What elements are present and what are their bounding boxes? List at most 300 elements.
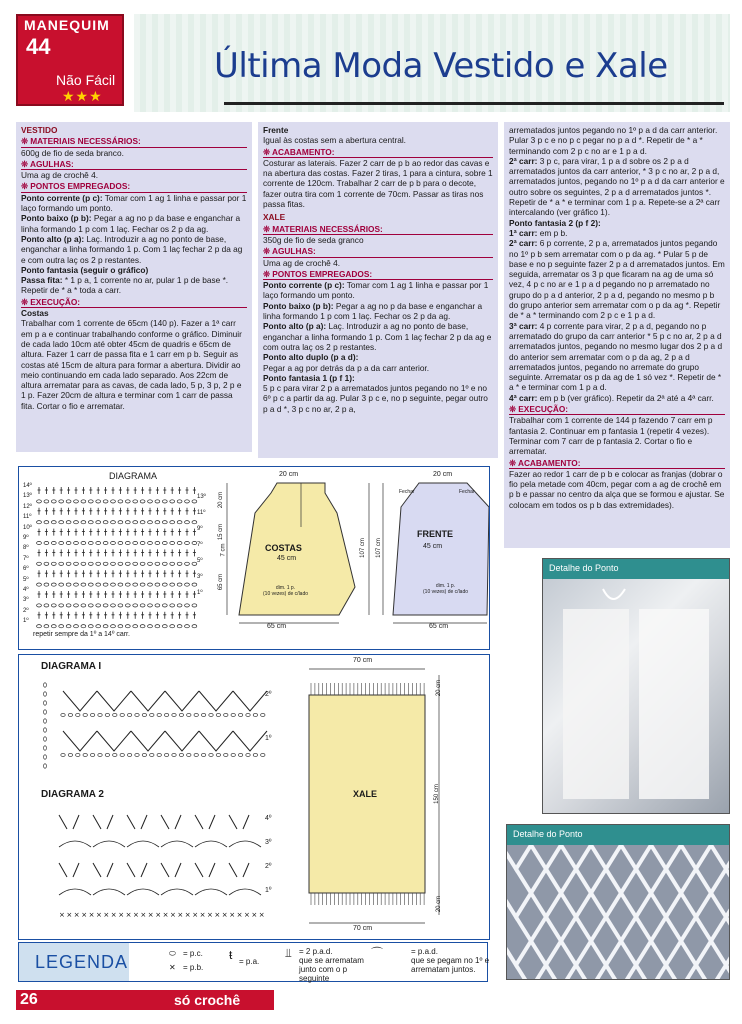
chain-stitch-mark bbox=[37, 521, 42, 524]
page-title: Última Moda Vestido e Xale bbox=[214, 46, 668, 86]
chain-stitch-mark bbox=[74, 604, 79, 607]
chain-stitch-mark bbox=[125, 604, 130, 607]
acabamento-text: Costurar as laterais. Fazer 2 carr de p b ao redor das cavas e na abertura das costas. Fazer 2 tiras, 1 para a cintura, sobre 1 corrente de 120cm. Trabalhar 2 carr de p b para o decote, fazer outra tira com 1 corrente de 70cm. Passar as tiras nos passa fitas. bbox=[263, 157, 493, 210]
chain-stitch-mark bbox=[74, 625, 79, 628]
legend-dc-icon: ŧ bbox=[229, 948, 233, 962]
mesh-strand bbox=[621, 893, 651, 917]
d1-chain-mark bbox=[194, 714, 198, 717]
manequim-badge bbox=[16, 14, 124, 106]
badge-size: 44 bbox=[26, 34, 51, 59]
d2-cluster-mark bbox=[229, 863, 249, 877]
costas-text: Trabalhar com 1 corrente de 65cm (140 p). Fazer a 1ª carr em p a e continuar trabalhando conforme o gráfico. Diminuir de cada lado 10cm até obter 45cm de quadris e 65cm de altura. Fazer 1 carr de passa fita e 1 carr em p b. Seguir as costas até 15cm de altura para formar a abertura. Dividir ao meio continuando em cada lado separado. Aos 22cm de altura arrematar para as cavas, de cada lado, 5 p, 3 p, 2 p e 1 p. Fazer 20cm de altura e terminar com 1 carr de passa fita. Cortar o fio e arrematar. bbox=[21, 318, 242, 411]
d2-cluster-mark bbox=[93, 815, 113, 829]
d2-cluster-mark bbox=[93, 863, 113, 877]
d1-chain-mark bbox=[61, 714, 65, 717]
chain-stitch-mark bbox=[51, 521, 56, 524]
d2-sc-mark: × bbox=[251, 911, 258, 919]
d1-chain-mark bbox=[231, 714, 235, 717]
mesh-strand bbox=[651, 941, 681, 965]
d1-chain-mark bbox=[76, 754, 80, 757]
chain-stitch-mark bbox=[51, 562, 56, 565]
chain-stitch-mark bbox=[66, 500, 71, 503]
diagram-2-title: DIAGRAMA 2 bbox=[41, 789, 104, 800]
chain-stitch-mark bbox=[51, 583, 56, 586]
legend-chain-icon: ⬭ bbox=[169, 949, 176, 958]
c1-label: 1ª carr: bbox=[509, 227, 538, 238]
chain-stitch-mark bbox=[118, 625, 123, 628]
dress-diagram-panel bbox=[18, 466, 490, 650]
chain-stitch-mark bbox=[162, 541, 167, 544]
chain-stitch-mark bbox=[111, 562, 116, 565]
legend-pa: = p.a. bbox=[239, 957, 260, 966]
heading-agulhas: ❊ AGULHAS: bbox=[21, 159, 247, 170]
chain-stitch-mark bbox=[118, 500, 123, 503]
d1-chain-mark bbox=[135, 714, 139, 717]
chain-stitch-mark bbox=[51, 625, 56, 628]
chain-stitch-mark bbox=[118, 562, 123, 565]
chain-stitch-mark bbox=[118, 604, 123, 607]
chain-stitch-mark bbox=[185, 604, 190, 607]
c3-text: 4 p corrente para virar, 2 p a d, pegando no p arrematado do grupo da carr anterior * 5 p c no ar, 2 p a d arrematados juntos, pegando no mesmo lugar dos 2 p a d do anterior sem arrematar com o p da ag, 2 p a d arrematados juntos, pegando no arremate do grupo seguinte. Arrematar os p da ag de 1 só vez *. Repetir de * a * e terminar com 1 p a d. bbox=[509, 320, 723, 393]
d1-chain-mark bbox=[209, 754, 213, 757]
materiais-xale-text: 350g de fio de seda granco bbox=[263, 234, 364, 245]
d2-sc-mark: × bbox=[59, 911, 65, 919]
d1-chain-mark bbox=[172, 714, 176, 717]
mesh-strand bbox=[726, 965, 730, 980]
section-title-vestido: VESTIDO bbox=[21, 125, 58, 135]
chain-stitch-mark bbox=[118, 583, 123, 586]
chain-stitch-mark bbox=[103, 541, 108, 544]
c3-label: 3ª carr: bbox=[509, 320, 538, 331]
d1-side-chain bbox=[44, 755, 47, 759]
chain-stitch-mark bbox=[170, 562, 175, 565]
chain-stitch-mark bbox=[133, 604, 138, 607]
mesh-strand bbox=[516, 917, 546, 941]
chain-stitch-mark bbox=[96, 500, 101, 503]
chain-stitch-mark bbox=[170, 521, 175, 524]
chain-stitch-mark bbox=[59, 583, 64, 586]
mesh-strand bbox=[546, 965, 576, 980]
heading-materiais: ❊ MATERIAIS NECESSÁRIOS: bbox=[21, 136, 247, 147]
mesh-strand bbox=[516, 869, 546, 893]
d1-row-2: 2º bbox=[265, 691, 272, 698]
d1-side-chain bbox=[44, 710, 47, 714]
legend-pad2-icon: ⌒ bbox=[371, 946, 384, 960]
heading-pontos: ❊ PONTOS EMPREGADOS: bbox=[21, 181, 247, 192]
frente-note: dim. 1 p. (10 vezes) de c/lado bbox=[423, 583, 469, 595]
chain-stitch-mark bbox=[81, 521, 86, 524]
chain-stitch-mark bbox=[103, 625, 108, 628]
chain-stitch-mark bbox=[44, 604, 49, 607]
pa-text: Laç. Introduzir a ag no ponto de base, enganchar a linha formando 1 p. Com 1 laç fechar 2 p da ag e com outra laç os 2 p restantes. bbox=[21, 233, 243, 265]
costas-label: COSTAS bbox=[265, 543, 302, 553]
d1-chain-mark bbox=[216, 754, 220, 757]
chain-stitch-mark bbox=[103, 604, 108, 607]
chain-stitch-mark bbox=[155, 521, 160, 524]
heading-agulhas-xale: ❊ AGULHAS: bbox=[263, 246, 493, 257]
page-number: 26 bbox=[20, 991, 38, 1008]
chain-stitch-mark bbox=[88, 583, 93, 586]
d1-chain-mark bbox=[246, 714, 250, 717]
d2-chain-arc bbox=[229, 889, 261, 895]
chain-stitch-mark bbox=[111, 500, 116, 503]
difficulty-label: Não Fácil bbox=[56, 72, 116, 88]
d2-cluster-mark bbox=[161, 815, 181, 829]
chain-stitch-mark bbox=[148, 500, 153, 503]
mesh-strand bbox=[606, 965, 636, 980]
mesh-strand bbox=[531, 893, 561, 917]
mesh-strand bbox=[507, 893, 531, 917]
d1-side-chain bbox=[44, 728, 47, 732]
photo-detail-dress bbox=[542, 558, 730, 814]
d2-row-2: 2º bbox=[265, 863, 272, 870]
chain-stitch-mark bbox=[103, 500, 108, 503]
mesh-strand bbox=[606, 869, 636, 893]
chain-stitch-mark bbox=[162, 500, 167, 503]
chain-stitch-mark bbox=[162, 604, 167, 607]
heading-execucao: ❊ EXECUÇÃO: bbox=[21, 297, 247, 308]
row-label-right: 13º bbox=[197, 494, 206, 500]
difficulty-stars-icon: ★★★ bbox=[62, 88, 103, 104]
chain-stitch-mark bbox=[74, 562, 79, 565]
chain-stitch-mark bbox=[111, 625, 116, 628]
mesh-strand bbox=[666, 917, 696, 941]
d1-chain-mark bbox=[90, 714, 94, 717]
chain-stitch-mark bbox=[185, 500, 190, 503]
chain-stitch-mark bbox=[51, 604, 56, 607]
chain-stitch-mark bbox=[140, 625, 145, 628]
diagram-2-stitches bbox=[59, 815, 265, 919]
c2-text: 6 p corrente, 2 p a, arrematados juntos pegando no 1º p b sem arrematar com o p da ag. * Pular 5 p de base e no p seguinte fazer 2 p a d arrematados juntos. Em seguida, arrematar os 3 p que ficaram na ag de uma só vez, 4 p c no ar e 1 p a d pegando no p arrematado no grupo do p a d anterior, 2 p a d, pegando no mesmo p b do grupo anterior sem arrematar com o p da ag *. Repetir de * a * terminando com 2 p c e 1 p a d. bbox=[509, 238, 725, 321]
d1-chain-mark bbox=[238, 714, 242, 717]
d1-chain-mark bbox=[127, 754, 131, 757]
chain-stitch-mark bbox=[44, 521, 49, 524]
chain-stitch-mark bbox=[155, 625, 160, 628]
chain-stitch-mark bbox=[81, 541, 86, 544]
d2-sc-mark: × bbox=[192, 911, 199, 919]
d1-chain-mark bbox=[98, 714, 102, 717]
d2-sc-mark: × bbox=[118, 911, 125, 919]
mesh-strand bbox=[591, 893, 621, 917]
chain-stitch-mark bbox=[170, 583, 175, 586]
costas-h1: 20 cm bbox=[218, 491, 225, 509]
agulhas-text: Uma ag de crochê 4. bbox=[21, 170, 99, 181]
chain-stitch-mark bbox=[66, 541, 71, 544]
d1-chain-mark bbox=[142, 754, 146, 757]
chain-stitch-mark bbox=[66, 562, 71, 565]
d1-side-chain bbox=[44, 764, 47, 768]
frente-label: FRENTE bbox=[417, 529, 453, 539]
d2-chain-arc bbox=[127, 889, 159, 895]
chain-stitch-mark bbox=[133, 583, 138, 586]
d2-cluster-mark bbox=[195, 815, 215, 829]
pa-label-xale: Ponto alto (p a): bbox=[263, 321, 327, 332]
row-label-right: 3º bbox=[197, 574, 203, 580]
diagram-1-stitches bbox=[44, 683, 267, 768]
chain-stitch-mark bbox=[44, 500, 49, 503]
chain-stitch-mark bbox=[74, 583, 79, 586]
d2-sc-mark: × bbox=[110, 911, 117, 919]
chain-stitch-mark bbox=[133, 541, 138, 544]
chain-stitch-mark bbox=[59, 500, 64, 503]
chain-stitch-mark bbox=[185, 625, 190, 628]
d1-chain-mark bbox=[113, 714, 117, 717]
row-label-right: 1º bbox=[197, 590, 203, 596]
d2-sc-mark: × bbox=[162, 911, 169, 919]
c2-label: 2ª carr: bbox=[509, 238, 538, 249]
d1-chain-mark bbox=[120, 754, 124, 757]
d2-cluster-mark bbox=[127, 815, 147, 829]
d1-zigzag-segment bbox=[165, 731, 199, 751]
frente-label: Frente bbox=[263, 125, 289, 135]
d1-side-chain bbox=[44, 692, 47, 696]
mesh-strand bbox=[561, 845, 591, 869]
mesh-strand bbox=[576, 869, 606, 893]
d1-zigzag-segment bbox=[233, 731, 267, 751]
chain-stitch-mark bbox=[148, 521, 153, 524]
d1-chain-mark bbox=[83, 714, 87, 717]
passa-fita-text: * 1 p a, 1 corrente no ar, pular 1 p de base *. Repetir de * a * toda a carr. bbox=[21, 275, 229, 296]
d1-zigzag-segment bbox=[63, 691, 97, 711]
d1-zigzag-segment bbox=[97, 731, 131, 751]
badge-label: MANEQUIM bbox=[24, 17, 110, 33]
chain-stitch-mark bbox=[140, 521, 145, 524]
d1-chain-mark bbox=[224, 714, 228, 717]
d1-chain-mark bbox=[76, 714, 80, 717]
d1-zigzag-segment bbox=[131, 691, 165, 711]
mesh-strand bbox=[591, 941, 621, 965]
chain-stitch-mark bbox=[88, 521, 93, 524]
mesh-strand bbox=[681, 845, 711, 869]
d1-side-chain bbox=[44, 737, 47, 741]
agulhas-xale-text: Uma ag de crochê 4. bbox=[263, 257, 341, 268]
d2-sc-mark: × bbox=[244, 911, 250, 919]
chain-stitch-mark bbox=[177, 500, 182, 503]
mesh-strand bbox=[681, 893, 711, 917]
chain-stitch-mark bbox=[177, 604, 182, 607]
costas-h4: 65 cm bbox=[218, 573, 225, 591]
d1-chain-mark bbox=[90, 754, 94, 757]
chain-stitch-mark bbox=[148, 562, 153, 565]
d1-chain-mark bbox=[253, 714, 257, 717]
chain-stitch-mark bbox=[155, 583, 160, 586]
d2-chain-arc bbox=[161, 889, 193, 895]
heading-pontos-xale: ❊ PONTOS EMPREGADOS: bbox=[263, 269, 493, 280]
frente-text: Igual às costas sem a abertura central. bbox=[263, 135, 406, 146]
legend-title: LEGENDA bbox=[19, 943, 129, 981]
passa-fita-label: Passa fita: bbox=[21, 275, 63, 286]
mesh-strand bbox=[516, 965, 546, 980]
chain-stitch-mark bbox=[155, 541, 160, 544]
chain-stitch-mark bbox=[96, 583, 101, 586]
d2-sc-mark: × bbox=[258, 911, 265, 919]
chain-stitch-mark bbox=[125, 500, 130, 503]
chain-stitch-mark bbox=[37, 562, 42, 565]
d1-side-chain bbox=[44, 701, 47, 705]
d1-chain-mark bbox=[201, 754, 205, 757]
d2-sc-mark: × bbox=[125, 911, 132, 919]
d1-chain-mark bbox=[261, 714, 265, 717]
mesh-strand bbox=[666, 869, 696, 893]
d1-chain-mark bbox=[150, 714, 154, 717]
d2-sc-mark: × bbox=[133, 911, 139, 919]
pad-text: Pegar a ag por detrás da p a da carr anterior. bbox=[263, 362, 430, 373]
dress-panel-right bbox=[639, 609, 709, 799]
d2-sc-mark: × bbox=[236, 911, 243, 919]
d1-chain-mark bbox=[127, 714, 131, 717]
costas-h2: 15 cm bbox=[218, 523, 225, 541]
photo-label-top: Detalhe do Ponto bbox=[543, 559, 729, 579]
mesh-strand bbox=[636, 917, 666, 941]
chain-stitch-mark bbox=[74, 541, 79, 544]
chain-stitch-mark bbox=[177, 521, 182, 524]
chain-stitch-mark bbox=[170, 541, 175, 544]
d2-chain-arc bbox=[127, 841, 159, 847]
c4-text: em p b (ver gráfico). Repetir da 2ª até a 4ª carr. bbox=[539, 392, 714, 403]
materiais-text: 600g de fio de seda branco. bbox=[21, 147, 124, 158]
chain-stitch-mark bbox=[74, 500, 79, 503]
mesh-strand bbox=[621, 941, 651, 965]
frente-fechar-right: Fechar bbox=[459, 489, 475, 495]
chain-stitch-mark bbox=[118, 541, 123, 544]
row-label-right: 5º bbox=[197, 558, 203, 564]
chain-stitch-mark bbox=[59, 541, 64, 544]
d1-chain-mark bbox=[164, 714, 168, 717]
pb-text-xale: Pegar a ag no p da base e enganchar a linha formando 1 p com 1 laç. Fechar os 2 p da ag. bbox=[263, 300, 483, 322]
d2-cluster-mark bbox=[59, 815, 79, 829]
chain-stitch-mark bbox=[148, 604, 153, 607]
d1-zigzag-segment bbox=[233, 691, 267, 711]
diagram-title: DIAGRAMA bbox=[109, 471, 158, 481]
text-column-1 bbox=[16, 122, 252, 452]
d2-sc-mark: × bbox=[207, 911, 213, 919]
mesh-strand bbox=[711, 941, 730, 965]
heading-acabamento-xale: ❊ ACABAMENTO: bbox=[509, 458, 725, 469]
xale-label: XALE bbox=[353, 789, 378, 799]
acabamento-xale-text: Fazer ao redor 1 carr de p b e colocar as franjas (dobrar o fio pela metade com 40cm, pegar com a ag de crochê em p b e passar no centro da alça que se formou e ajustar. Se colocam em todos os p b das extremidades). bbox=[509, 468, 725, 510]
shawl-stitch-chart bbox=[19, 655, 489, 939]
heading-acabamento: ❊ ACABAMENTO: bbox=[263, 147, 493, 158]
shawl-diagram-panel bbox=[18, 654, 490, 940]
d2-cluster-mark bbox=[229, 815, 249, 829]
pc-label-xale: Ponto corrente (p c): bbox=[263, 280, 345, 291]
d1-chain-mark bbox=[150, 754, 154, 757]
d1-side-chain bbox=[44, 683, 47, 687]
d2-chain-arc bbox=[59, 841, 91, 847]
chain-stitch-mark bbox=[88, 625, 93, 628]
title-bar bbox=[134, 14, 730, 112]
d1-chain-mark bbox=[142, 714, 146, 717]
magazine-name: só crochê bbox=[174, 992, 241, 1008]
chain-stitch-mark bbox=[111, 583, 116, 586]
mesh-strand bbox=[546, 917, 576, 941]
d1-chain-mark bbox=[83, 754, 87, 757]
d1-chain-mark bbox=[187, 714, 191, 717]
mesh-strand bbox=[561, 893, 591, 917]
pc-text: Tomar com 1 ag 1 linha e passar por 1 laço formando um ponto. bbox=[21, 192, 247, 214]
chain-stitch-mark bbox=[74, 521, 79, 524]
xale-top-measure: 70 cm bbox=[353, 657, 373, 664]
d2-chain-arc bbox=[59, 889, 91, 895]
chain-stitch-mark bbox=[81, 604, 86, 607]
d2-chain-arc bbox=[93, 841, 125, 847]
mesh-strand bbox=[531, 941, 561, 965]
d1-chain-mark bbox=[164, 754, 168, 757]
mesh-strand bbox=[546, 869, 576, 893]
mesh-strand bbox=[726, 917, 730, 941]
chain-stitch-mark bbox=[103, 583, 108, 586]
d1-chain-mark bbox=[157, 714, 161, 717]
d1-chain-mark bbox=[68, 714, 72, 717]
diagram-1-title: DIAGRAMA I bbox=[41, 661, 102, 672]
d2-cluster-mark bbox=[161, 863, 181, 877]
d2-cluster-mark bbox=[127, 863, 147, 877]
legend bbox=[18, 942, 488, 982]
mesh-strand bbox=[651, 845, 681, 869]
chain-stitch-mark bbox=[44, 562, 49, 565]
chain-stitch-mark bbox=[125, 521, 130, 524]
mesh-strand bbox=[507, 941, 531, 965]
chain-stitch-mark bbox=[88, 500, 93, 503]
pb-label: Ponto baixo (p b): bbox=[21, 213, 92, 224]
chain-stitch-mark bbox=[185, 583, 190, 586]
d1-chain-mark bbox=[179, 754, 183, 757]
legend-pad-description: que se arrematam junto com o p seguinte bbox=[299, 956, 364, 983]
chain-stitch-mark bbox=[125, 583, 130, 586]
chain-stitch-mark bbox=[177, 541, 182, 544]
chain-stitch-mark bbox=[59, 521, 64, 524]
pc-text-xale: Tomar com 1 ag 1 linha e passar por 1 laço formando um ponto. bbox=[263, 280, 489, 301]
mesh-strand bbox=[636, 869, 666, 893]
d2-row-3: 3º bbox=[265, 839, 272, 846]
chain-stitch-mark bbox=[111, 521, 116, 524]
chain-stitch-mark bbox=[185, 541, 190, 544]
chain-stitch-mark bbox=[96, 521, 101, 524]
pad-label: Ponto alto duplo (p a d): bbox=[263, 352, 359, 363]
d2-sc-mark: × bbox=[73, 911, 80, 919]
d1-zigzag-segment bbox=[165, 691, 199, 711]
chain-stitch-mark bbox=[125, 562, 130, 565]
chain-stitch-mark bbox=[66, 625, 71, 628]
mesh-strand bbox=[666, 965, 696, 980]
d1-chain-mark bbox=[105, 714, 109, 717]
pf1-continued: arrematados juntos pegando no 1º p a d da carr anterior. Pular 3 p c e no p c pegar no p a d *. Repetir de * a * terminando com 2 p c no ar e 1 p a d. bbox=[509, 125, 718, 156]
title-rule bbox=[224, 102, 724, 105]
mesh-strand bbox=[576, 965, 606, 980]
page-footer bbox=[16, 990, 274, 1010]
d1-chain-mark bbox=[194, 754, 198, 757]
chain-stitch-mark bbox=[125, 625, 130, 628]
costas-label: Costas bbox=[21, 308, 49, 319]
chain-stitch-mark bbox=[96, 562, 101, 565]
mesh-strand bbox=[711, 845, 730, 869]
d1-chain-mark bbox=[246, 754, 250, 757]
xale-h-top: 20 cm bbox=[436, 679, 443, 697]
chain-stitch-mark bbox=[162, 583, 167, 586]
mesh-strand bbox=[696, 965, 726, 980]
diagram-footnote: repetir sempre da 1º a 14º carr. bbox=[33, 631, 130, 638]
chain-stitch-mark bbox=[185, 521, 190, 524]
legend-pc: = p.c. bbox=[183, 949, 203, 958]
d1-zigzag-segment bbox=[63, 731, 97, 751]
frente-waist-measure: 45 cm bbox=[423, 543, 443, 550]
d2-chain-arc bbox=[195, 889, 227, 895]
d2-chain-arc bbox=[161, 841, 193, 847]
pc-label: Ponto corrente (p c): bbox=[21, 192, 103, 203]
c4-label: 4ª carr: bbox=[509, 392, 538, 403]
xale-bottom-measure: 70 cm bbox=[353, 925, 373, 932]
chain-stitch-mark bbox=[51, 500, 56, 503]
